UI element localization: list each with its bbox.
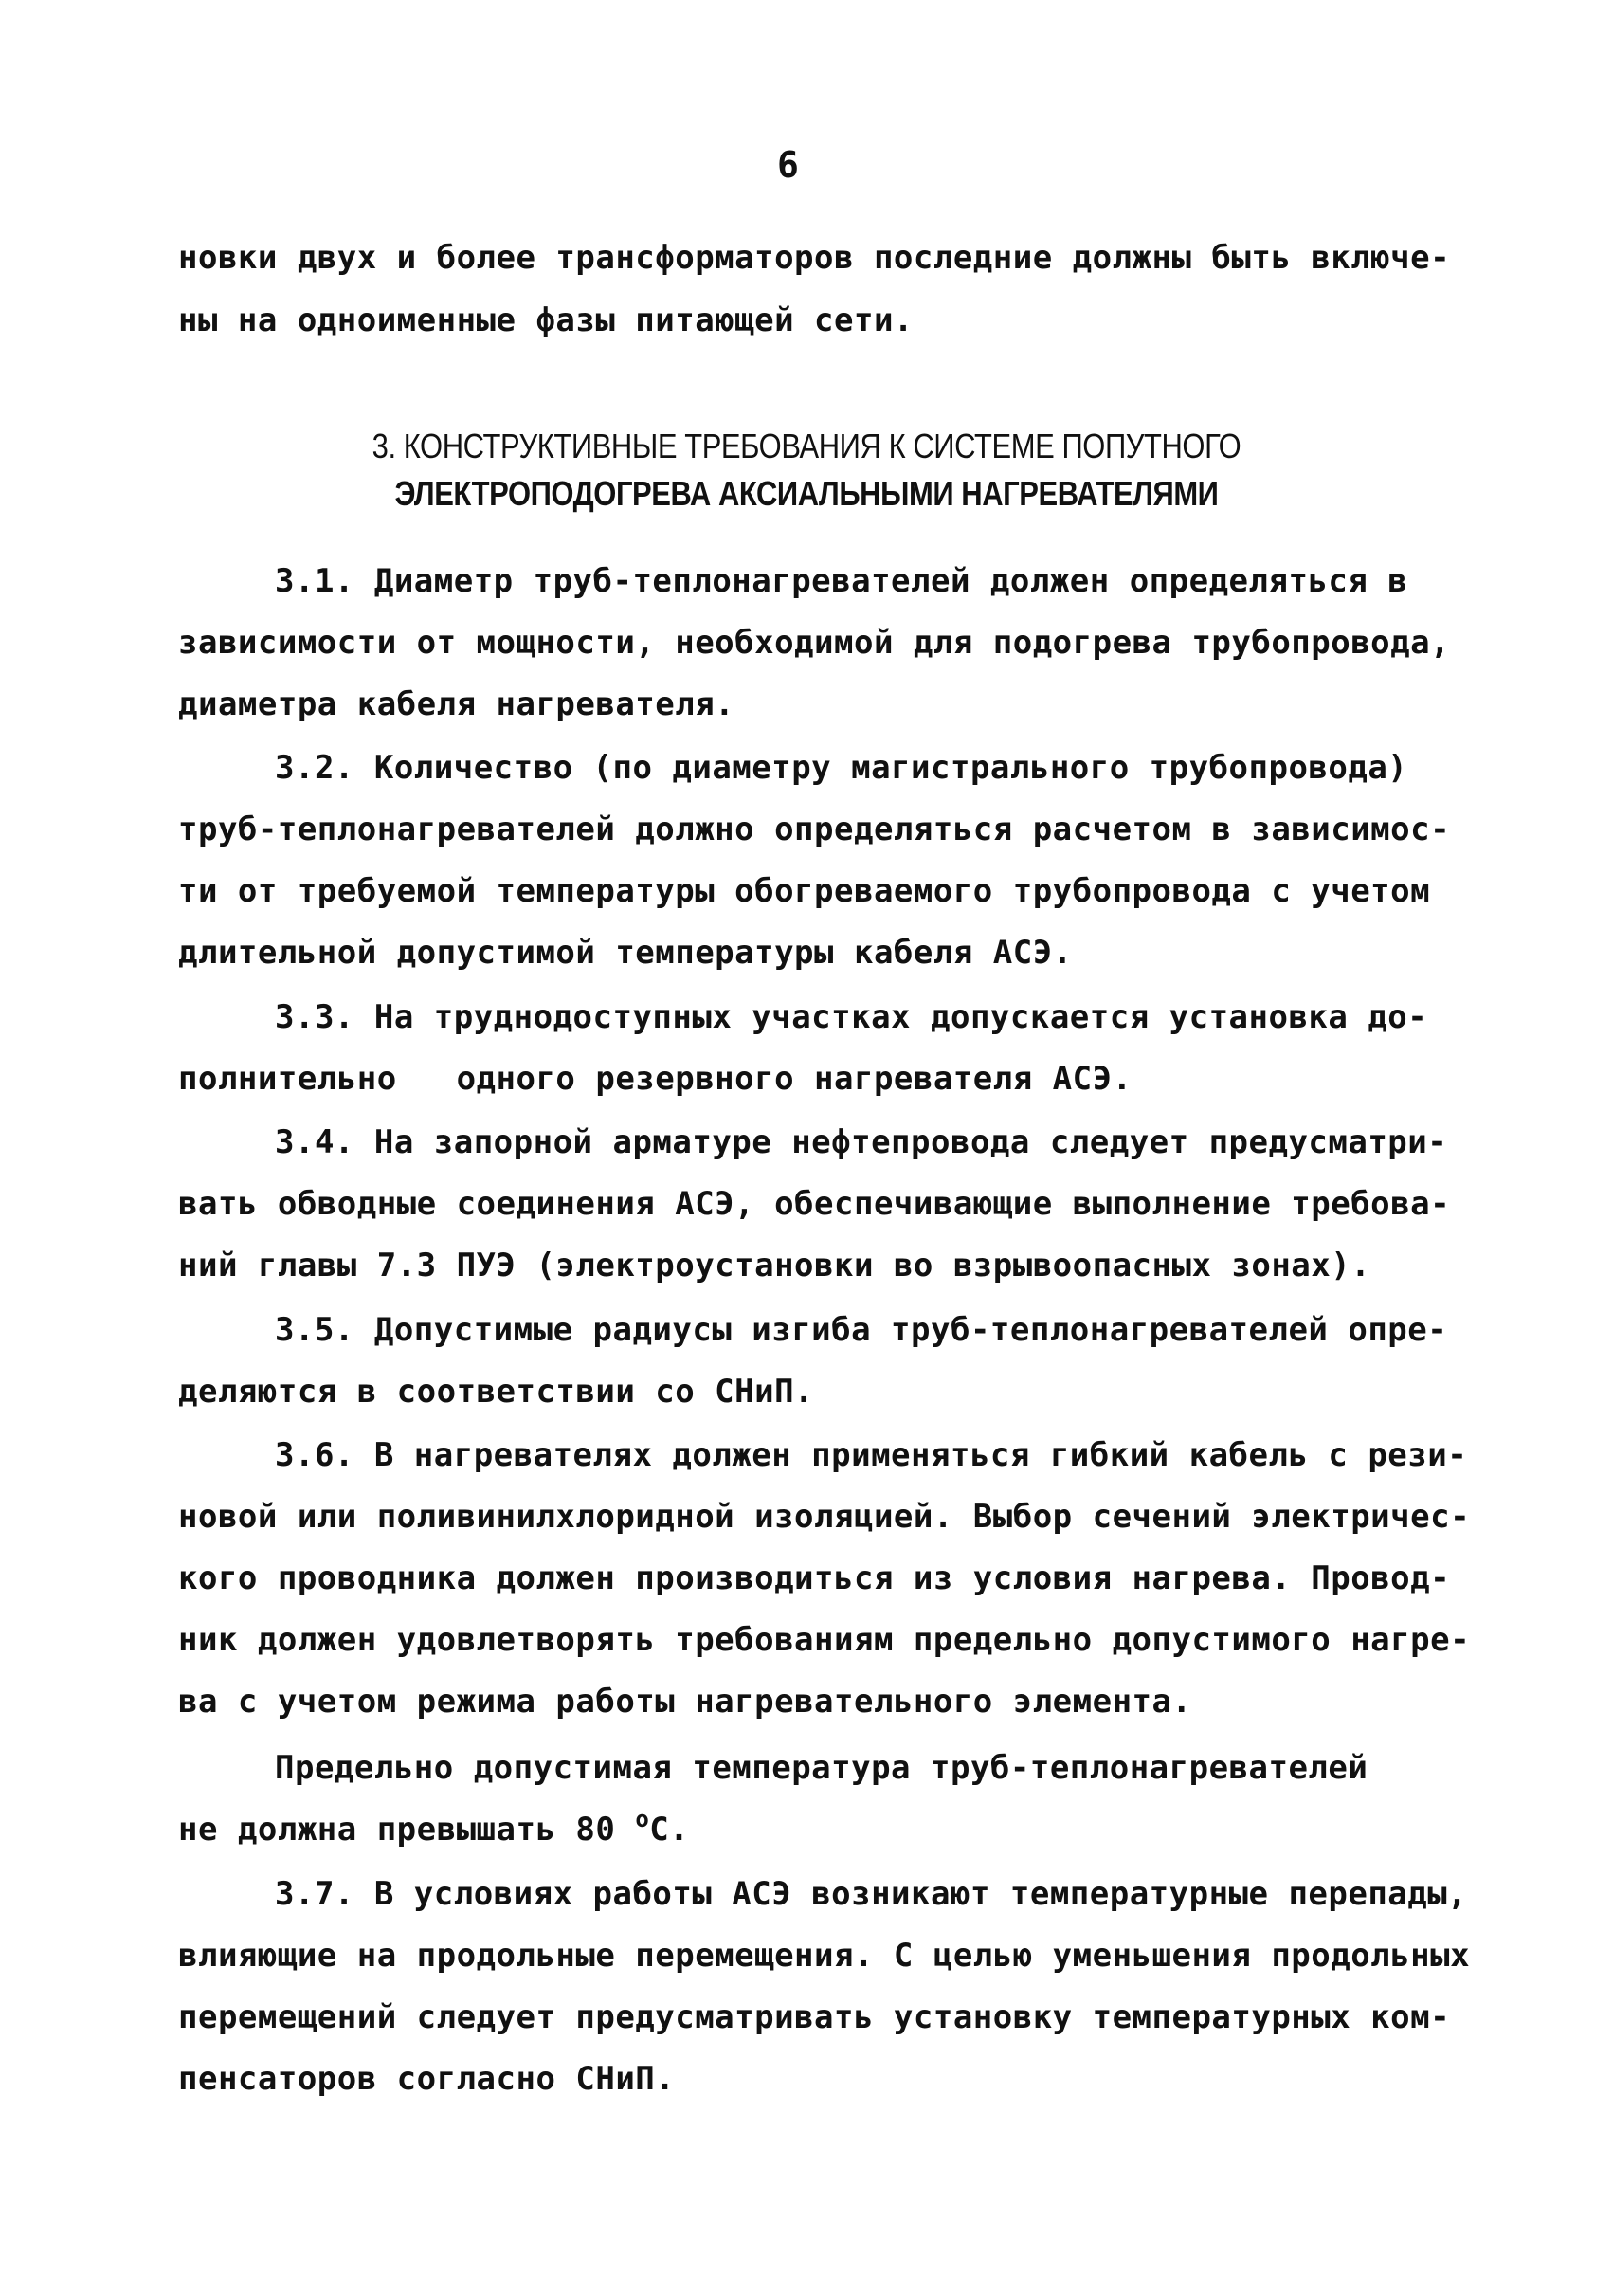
paragraph-3-4-line-2: вать обводные соединения АСЭ, обеспечивающие выполнение требова- bbox=[178, 1185, 1451, 1223]
paragraph-3-4-line-1: 3.4. На запорной арматуре нефтепровода следует предусматри- bbox=[275, 1123, 1448, 1161]
paragraph-3-7-line-1: 3.7. В условиях работы АСЭ возникают температурные перепады, bbox=[275, 1875, 1468, 1913]
limit-paragraph-line-2 bbox=[178, 1806, 690, 1849]
paragraph-3-7-line-4: пенсаторов согласно СНиП. bbox=[178, 2060, 676, 2098]
paragraph-3-7-line-2: влияющие на продольные перемещения. С целью уменьшения продольных bbox=[178, 1937, 1471, 1975]
paragraph-3-6-line-5: ва с учетом режима работы нагревательного элемента. bbox=[178, 1683, 1192, 1721]
section-heading-line-2: ЭЛЕКТРОПОДОГРЕВА АКСИАЛЬНЫМИ НАГРЕВАТЕЛЯМИ bbox=[394, 474, 1219, 513]
paragraph-3-1-line-1: 3.1. Диаметр труб-теплонагревателей должен определяться в bbox=[275, 562, 1408, 600]
paragraph-3-7-line-3: перемещений следует предусматривать установку температурных ком- bbox=[178, 1998, 1451, 2036]
paragraph-3-5-line-1: 3.5. Допустимые радиусы изгиба труб-теплонагревателей опре- bbox=[275, 1311, 1448, 1349]
paragraph-3-6-line-1: 3.6. В нагревателях должен применяться гибкий кабель с рези- bbox=[275, 1436, 1468, 1474]
paragraph-3-2-line-4: длительной допустимой температуры кабеля АСЭ. bbox=[178, 934, 1073, 972]
intro-line-2: ны на одноименные фазы питающей сети. bbox=[178, 301, 914, 339]
page-number: 6 bbox=[777, 144, 799, 186]
limit-paragraph-line-1: Предельно допустимая температура труб-теплонагревателей bbox=[275, 1749, 1368, 1787]
section-heading-line-1: 3. КОНСТРУКТИВНЫЕ ТРЕБОВАНИЯ К СИСТЕМЕ ПОПУТНОГО bbox=[372, 427, 1241, 465]
paragraph-3-1-line-3: диаметра кабеля нагревателя. bbox=[178, 685, 735, 723]
paragraph-3-3-line-1: 3.3. На труднодоступных участках допускается установка до- bbox=[275, 998, 1428, 1036]
paragraph-3-4-line-3: ний главы 7.3 ПУЭ (электроустановки во взрывоопасных зонах). bbox=[178, 1247, 1371, 1285]
limit-text: не должна превышать 80 bbox=[178, 1811, 636, 1849]
paragraph-3-5-line-2: деляются в соответствии со СНиП. bbox=[178, 1373, 815, 1411]
intro-line-1: новки двух и более трансформаторов последние должны быть включе- bbox=[178, 239, 1451, 277]
paragraph-3-1-line-2: зависимости от мощности, необходимой для подогрева трубопровода, bbox=[178, 624, 1451, 662]
degree-mark: о bbox=[635, 1806, 650, 1832]
degree-unit: С. bbox=[649, 1811, 690, 1849]
paragraph-3-6-line-2: новой или поливинилхлоридной изоляцией. Выбор сечений электричес- bbox=[178, 1498, 1471, 1536]
paragraph-3-3-line-2: полнительно одного резервного нагревателя АСЭ. bbox=[178, 1060, 1133, 1098]
paragraph-3-6-line-4: ник должен удовлетворять требованиям предельно допустимого нагре- bbox=[178, 1621, 1471, 1659]
paragraph-3-2-line-1: 3.2. Количество (по диаметру магистрального трубопровода) bbox=[275, 749, 1408, 787]
paragraph-3-2-line-2: труб-теплонагревателей должно определяться расчетом в зависимос- bbox=[178, 811, 1451, 848]
paragraph-3-2-line-3: ти от требуемой температуры обогреваемого трубопровода с учетом bbox=[178, 872, 1431, 910]
paragraph-3-6-line-3: кого проводника должен производиться из условия нагрева. Провод- bbox=[178, 1559, 1451, 1597]
